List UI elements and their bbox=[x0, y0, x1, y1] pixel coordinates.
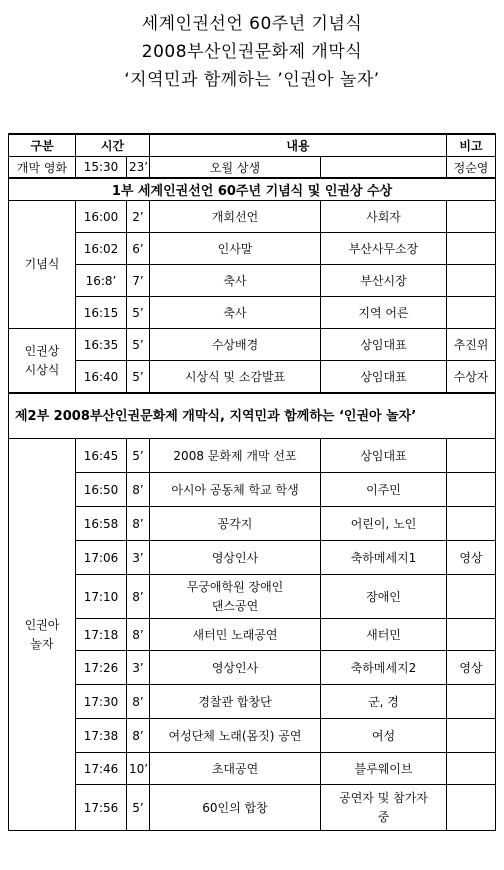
table-row bbox=[9, 439, 496, 473]
person-cell: 새터민 bbox=[321, 619, 447, 651]
content-cell: 초대공연 bbox=[150, 753, 321, 785]
title-line-3: ‘지역민과 함께하는 ’인권아 놀자’ bbox=[124, 70, 380, 90]
program-schedule-table bbox=[8, 133, 496, 831]
person-cell bbox=[321, 157, 447, 179]
group-label: 기념식 bbox=[9, 201, 76, 329]
table-row bbox=[9, 265, 496, 297]
table-row bbox=[9, 297, 496, 329]
content-cell: 아시아 공동체 학교 학생 bbox=[150, 473, 321, 507]
time-cell: 16:00 bbox=[76, 201, 127, 233]
duration-cell: 8’ bbox=[127, 719, 150, 753]
opening-row bbox=[9, 157, 496, 179]
content-cell: 새터민 노래공연 bbox=[150, 619, 321, 651]
content-cell: 인사말 bbox=[150, 233, 321, 265]
person-cell: 부산시장 bbox=[321, 265, 447, 297]
duration-cell: 8’ bbox=[127, 473, 150, 507]
group-label-line: 시상식 bbox=[24, 362, 60, 377]
group-label-line: 놀자 bbox=[30, 636, 54, 651]
person-cell: 상임대표 bbox=[321, 361, 447, 394]
content-cell: 축사 bbox=[150, 297, 321, 329]
time-cell: 16:35 bbox=[76, 329, 127, 361]
table-row bbox=[9, 719, 496, 753]
time-cell: 16:58 bbox=[76, 507, 127, 541]
table-row bbox=[9, 507, 496, 541]
section-heading-row bbox=[9, 178, 496, 201]
duration-cell: 5’ bbox=[127, 785, 150, 831]
duration-cell: 7’ bbox=[127, 265, 150, 297]
content-line: 무궁애학원 장애인 bbox=[186, 579, 284, 594]
duration-cell: 3’ bbox=[127, 541, 150, 575]
note-cell bbox=[447, 297, 496, 329]
header-row bbox=[9, 134, 496, 157]
table-row bbox=[9, 473, 496, 507]
person-cell: 부산사무소장 bbox=[321, 233, 447, 265]
person-cell: 축하메세지2 bbox=[321, 651, 447, 685]
part1-title: 1부 세계인권선언 60주년 기념식 및 인권상 수상 bbox=[9, 178, 496, 201]
note-cell bbox=[447, 265, 496, 297]
time-cell: 17:18 bbox=[76, 619, 127, 651]
group-label-line: 인권아 bbox=[24, 617, 60, 632]
content-cell: 경찰관 합창단 bbox=[150, 685, 321, 719]
content-cell bbox=[150, 575, 321, 619]
time-cell: 16:8’ bbox=[76, 265, 127, 297]
table-row bbox=[9, 619, 496, 651]
time-cell: 17:30 bbox=[76, 685, 127, 719]
duration-cell: 8’ bbox=[127, 685, 150, 719]
time-cell: 17:26 bbox=[76, 651, 127, 685]
person-cell: 블루웨이브 bbox=[321, 753, 447, 785]
content-line: 댄스공연 bbox=[211, 598, 259, 613]
duration-cell: 8’ bbox=[127, 507, 150, 541]
content-cell: 여성단체 노래(몸짓) 공연 bbox=[150, 719, 321, 753]
group-label-line: 인권상 bbox=[24, 343, 60, 358]
header-content: 내용 bbox=[150, 134, 447, 157]
note-cell bbox=[447, 685, 496, 719]
group-label: 개막 영화 bbox=[9, 157, 76, 179]
person-cell: 군, 경 bbox=[321, 685, 447, 719]
note-cell: 영상 bbox=[447, 541, 496, 575]
note-cell bbox=[447, 719, 496, 753]
note-cell bbox=[447, 785, 496, 831]
time-cell: 16:40 bbox=[76, 361, 127, 394]
note-cell bbox=[447, 201, 496, 233]
content-cell: 영상인사 bbox=[150, 651, 321, 685]
header-note: 비고 bbox=[447, 134, 496, 157]
note-cell: 영상 bbox=[447, 651, 496, 685]
time-cell: 17:46 bbox=[76, 753, 127, 785]
table-row bbox=[9, 233, 496, 265]
table-row bbox=[9, 201, 496, 233]
title-line-1: 세계인권선언 60주년 기념식 bbox=[141, 14, 363, 34]
table-row bbox=[9, 575, 496, 619]
table-row bbox=[9, 685, 496, 719]
content-cell: 영상인사 bbox=[150, 541, 321, 575]
note-cell bbox=[447, 233, 496, 265]
table-row bbox=[9, 541, 496, 575]
person-cell: 지역 어른 bbox=[321, 297, 447, 329]
duration-cell: 2’ bbox=[127, 201, 150, 233]
time-cell: 17:06 bbox=[76, 541, 127, 575]
header-time: 시간 bbox=[76, 134, 150, 157]
content-cell: 60인의 합창 bbox=[150, 785, 321, 831]
time-cell: 15:30 bbox=[76, 157, 127, 179]
duration-cell: 3’ bbox=[127, 651, 150, 685]
person-cell: 상임대표 bbox=[321, 329, 447, 361]
time-cell: 16:02 bbox=[76, 233, 127, 265]
header-category: 구분 bbox=[9, 134, 76, 157]
table-row bbox=[9, 651, 496, 685]
person-cell: 여성 bbox=[321, 719, 447, 753]
content-cell: 2008 문화제 개막 선포 bbox=[150, 439, 321, 473]
content-cell: 시상식 및 소감발표 bbox=[150, 361, 321, 394]
note-cell bbox=[447, 439, 496, 473]
time-cell: 16:50 bbox=[76, 473, 127, 507]
duration-cell: 5’ bbox=[127, 439, 150, 473]
content-cell: 수상배경 bbox=[150, 329, 321, 361]
time-cell: 16:15 bbox=[76, 297, 127, 329]
note-cell: 정순영 bbox=[447, 157, 496, 179]
table-row bbox=[9, 785, 496, 831]
section-heading-row bbox=[9, 393, 496, 439]
content-cell: 오월 상생 bbox=[150, 157, 321, 179]
duration-cell: 5’ bbox=[127, 329, 150, 361]
content-cell: 축사 bbox=[150, 265, 321, 297]
duration-cell: 5’ bbox=[127, 297, 150, 329]
person-line: 공연자 및 참가자 bbox=[339, 790, 428, 805]
note-cell bbox=[447, 575, 496, 619]
person-cell: 사회자 bbox=[321, 201, 447, 233]
content-cell: 꽁각지 bbox=[150, 507, 321, 541]
time-cell: 16:45 bbox=[76, 439, 127, 473]
person-line: 중 bbox=[377, 809, 390, 824]
duration-cell: 6’ bbox=[127, 233, 150, 265]
person-cell: 어린이, 노인 bbox=[321, 507, 447, 541]
person-cell: 축하메세지1 bbox=[321, 541, 447, 575]
table-row bbox=[9, 753, 496, 785]
time-cell: 17:56 bbox=[76, 785, 127, 831]
note-cell: 수상자 bbox=[447, 361, 496, 394]
person-cell bbox=[321, 785, 447, 831]
note-cell bbox=[447, 619, 496, 651]
group-label bbox=[9, 329, 76, 394]
duration-cell: 23’ bbox=[127, 157, 150, 179]
table-row bbox=[9, 329, 496, 361]
time-cell: 17:38 bbox=[76, 719, 127, 753]
duration-cell: 8’ bbox=[127, 619, 150, 651]
duration-cell: 8’ bbox=[127, 575, 150, 619]
content-cell: 개회선언 bbox=[150, 201, 321, 233]
time-cell: 17:10 bbox=[76, 575, 127, 619]
table-row bbox=[9, 361, 496, 394]
group-label bbox=[9, 439, 76, 831]
duration-cell: 10’ bbox=[127, 753, 150, 785]
document-title-block bbox=[0, 10, 504, 94]
note-cell bbox=[447, 473, 496, 507]
title-line-2: 2008부산인권문화제 개막식 bbox=[141, 42, 363, 62]
person-cell: 장애인 bbox=[321, 575, 447, 619]
note-cell bbox=[447, 753, 496, 785]
duration-cell: 5’ bbox=[127, 361, 150, 394]
note-cell bbox=[447, 507, 496, 541]
person-cell: 이주민 bbox=[321, 473, 447, 507]
person-cell: 상임대표 bbox=[321, 439, 447, 473]
part2-title: 제2부 2008부산인권문화제 개막식, 지역민과 함께하는 ‘인권아 놀자’ bbox=[9, 393, 496, 439]
note-cell: 추진위 bbox=[447, 329, 496, 361]
